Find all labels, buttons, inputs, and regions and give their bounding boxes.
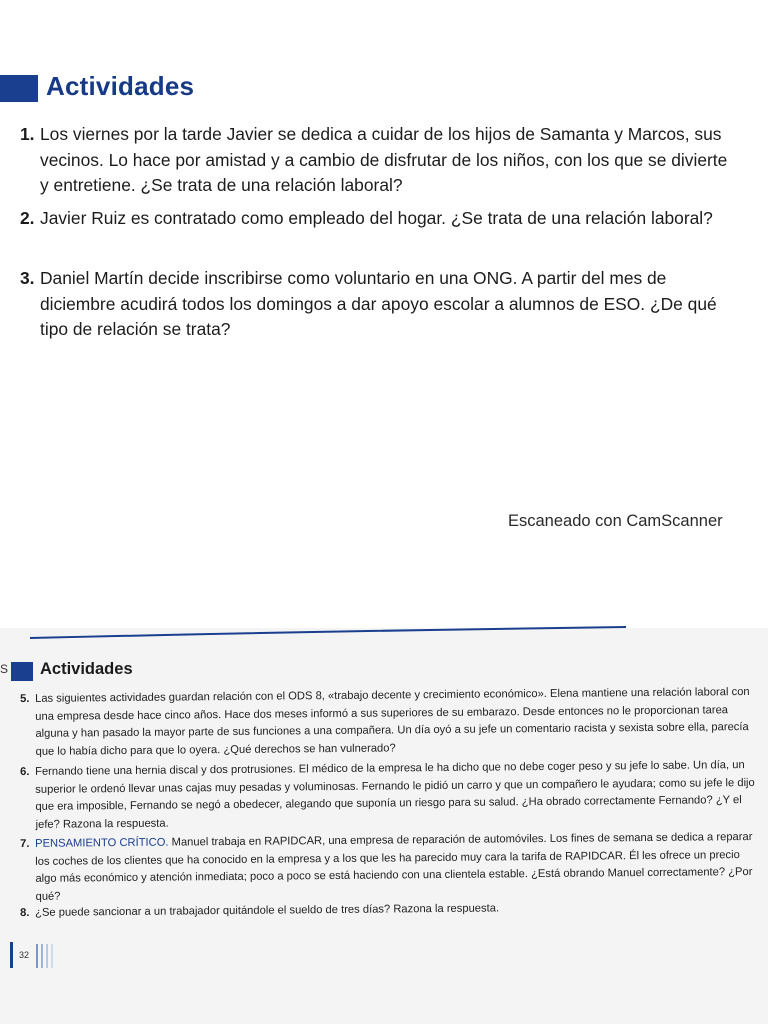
question-text: Manuel trabaja en RAPIDCAR, una empresa de reparación de automóviles. Los fines de semana se dedica a reparar los coches de los clientes que ha conocido en la empresa y a los que les ha parecido muy cara la tarifa de RAPIDCAR. Él les ofrece un precio algo más económico y atención inmediata; poco a poco se está haciendo con una clientela estable. ¿Está obrando Manuel correctamente? ¿Por qué? — [35, 830, 753, 903]
question-1 — [20, 122, 735, 199]
camscanner-watermark: Escaneado con CamScanner — [508, 512, 723, 530]
question-6 — [20, 757, 761, 834]
question-number: 3. — [20, 268, 35, 288]
section-marker-top — [0, 75, 38, 102]
header-rule — [30, 621, 630, 641]
question-2 — [20, 206, 735, 232]
question-3 — [20, 266, 735, 343]
footer-bar — [10, 942, 13, 968]
top-activities-title: Actividades — [46, 71, 195, 101]
question-5 — [20, 684, 761, 761]
question-text: Fernando tiene una hernia discal y dos protrusiones. El médico de la empresa le ha dicho que no debe coger peso y su jefe lo sabe. Un día, un superior le ordenó llevar unas cajas muy pesadas y voluminosas. Fernando le pidió un carro y que un compañero le ayudara; como su jefe le dijo que era imposible, Fernando se negó a obedecer, alegando que suponía un riesgo para su salud. ¿Ha obrado correctamente Fernando? ¿Y el jefe? Razona la respuesta. — [35, 759, 755, 831]
question-text: ¿Se puede sancionar a un trabajador quitándole el sueldo de tres días? Razona la respuesta. — [35, 902, 500, 919]
question-text: Javier Ruiz es contratado como empleado del hogar. ¿Se trata de una relación laboral? — [40, 208, 713, 228]
question-number: 8. — [20, 906, 30, 919]
question-text: Daniel Martín decide inscribirse como voluntario en una ONG. A partir del mes de diciembre acudirá todos los domingos a dar apoyo escolar a alumnos de ESO. ¿De qué tipo de relación se trata? — [40, 268, 717, 339]
question-number: 2. — [20, 208, 35, 228]
question-number: 6. — [20, 765, 30, 778]
question-text: Los viernes por la tarde Javier se dedica a cuidar de los hijos de Samanta y Marcos, sus vecinos. Lo hace por amistad y a cambio de disfrutar de los niños, con los que se divierte y entretiene. ¿Se trata de una relación laboral? — [40, 124, 728, 195]
question-number: 1. — [20, 124, 35, 144]
question-text: Las siguientes actividades guardan relación con el ODS 8, «trabajo decente y crecimiento económico». Elena mantiene una relación laboral con una empresa desde hace cinco años. Hace dos meses informó a sus superiores de su embarazo. Desde entonces no le proporcionan tarea alguna y han pasado la mayor parte de sus funciones a una compañera. Un día oyó a su jefe un comentario racista y sexista sobre ella, parecía que lo había dicho para que lo oyera. ¿Qué derechos se han vulnerado? — [35, 685, 750, 758]
question-number: 7. — [20, 837, 30, 850]
side-letter: S — [0, 662, 9, 676]
section-marker-bottom — [11, 662, 33, 681]
question-number: 5. — [20, 692, 30, 705]
page-number: 32 — [19, 950, 30, 960]
bottom-activities-title: Actividades — [40, 660, 133, 678]
critical-thinking-label: PENSAMIENTO CRÍTICO. — [35, 836, 169, 850]
question-7 — [20, 829, 761, 906]
footer-stripes-icon — [36, 944, 62, 970]
